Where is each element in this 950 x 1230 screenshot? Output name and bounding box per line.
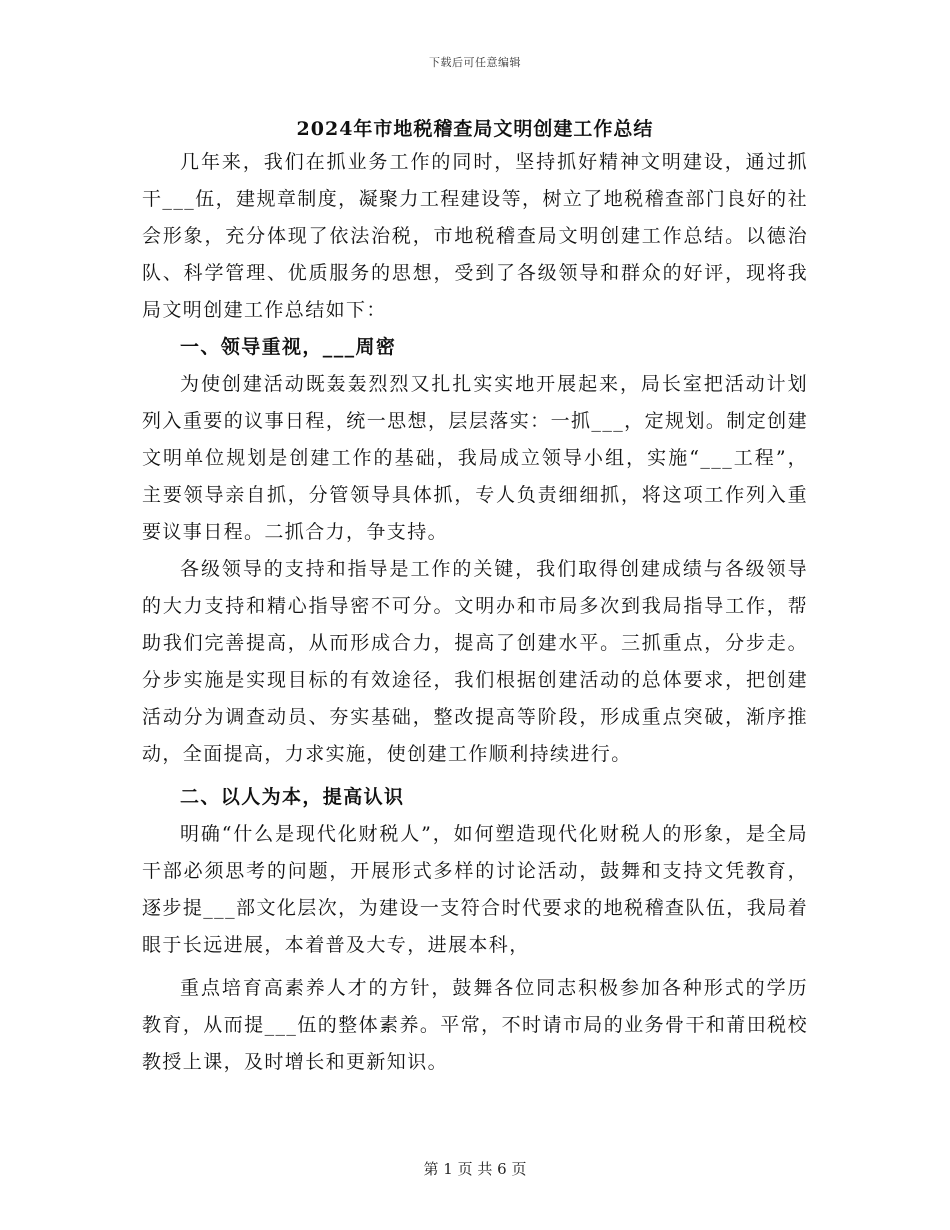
paragraph-section-1b: 各级领导的支持和指导是工作的关键，我们取得创建成绩与各级领导的大力支持和精心指导密不可分。文明办和市局多次到我局指导工作，帮助我们完善提高，从而形成合力，提高了创建水平。三抓重点，分步走。分步实施是实现目标的有效途径，我们根据创建活动的总体要求，把创建活动分为调查动员、夯实基础，整改提高等阶段，形成重点突破，渐序推动，全面提高，力求实施，使创建工作顺利持续进行。 xyxy=(142,558,808,765)
paragraph-section-2a: 明确“什么是现代化财税人”，如何塑造现代化财税人的形象，是全局干部必须思考的问题，开展形式多样的讨论活动，鼓舞和支持文凭教育，逐步提___部文化层次，为建设一支符合时代要求的地税稽查队伍，我局着眼于长远进展，本着普及大专，进展本科， xyxy=(142,823,808,956)
header-note: 下载后可任意编辑 xyxy=(429,56,521,69)
document-title: 2024年市地税稽查局文明创建工作总结 xyxy=(296,118,654,140)
paragraph-section-1a: 为使创建活动既轰轰烈烈又扎扎实实地开展起来，局长室把活动计划列入重要的议事日程，统一思想，层层落实：一抓___，定规划。制定创建文明单位规划是创建工作的基础，我局成立领导小组，实施“___工程”，主要领导亲自抓，分管领导具体抓，专人负责细细抓，将这项工作列入重要议事日程。二抓合力，争支持。 xyxy=(142,373,808,543)
section-heading-1: 一、领导重视，___周密 xyxy=(180,336,397,358)
paragraph-intro: 几年来，我们在抓业务工作的同时，坚持抓好精神文明建设，通过抓干___伍，建规章制度，凝聚力工程建设等，树立了地税稽查部门良好的社会形象，充分体现了依法治税，市地税稽查局文明创建工作总结。以德治队、科学管理、优质服务的思想，受到了各级领导和群众的好评，现将我局文明创建工作总结如下： xyxy=(142,151,808,321)
document-body xyxy=(142,144,808,1081)
section-heading-2: 二、以人为本，提高认识 xyxy=(180,786,405,808)
paragraph-section-2b: 重点培育高素养人才的方针，鼓舞各位同志积极参加各种形式的学历教育，从而提___伍的整体素养。平常，不时请市局的业务骨干和莆田税校教授上课，及时增长和更新知识。 xyxy=(142,977,808,1073)
page-number-footer: 第 1 页 共 6 页 xyxy=(423,1160,527,1178)
